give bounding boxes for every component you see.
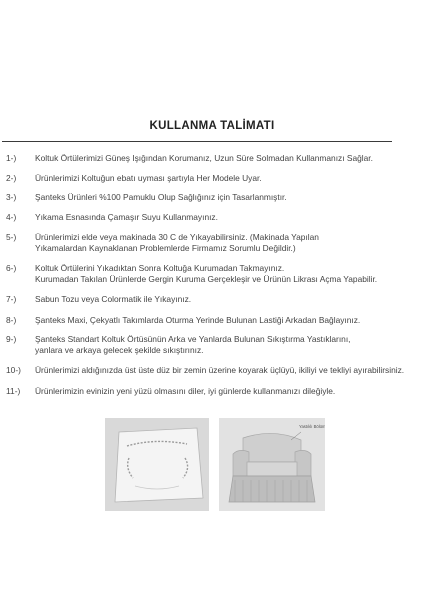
item-text: Ürünlerimizi Koltuğun ebatı uyması şartıyla Her Modele Uyar. [35,173,262,183]
item-text: Şanteks Ürünleri %100 Pamuklu Olup Sağlığınız için Tasarlanmıştır. [35,192,287,202]
item-text: Koltuk Örtülerimizi Güneş Işığından Korumanız, Uzun Süre Solmadan Kullanmanızı Sağlar. [35,153,373,163]
armchair-panel [219,418,325,511]
sofa-cover-illustration-graphic [105,418,325,511]
sofa-cover-illustration [105,418,325,511]
page-title: KULLANMA TALİMATI [149,120,275,132]
item-text: Ürünlerimizi elde veya makinada 30 C de Yıkayabilirsiniz. (Makinada Yapılan Yıkamalardan Kaynaklanan Problemlerde Firmamız Sorumlu Değildir.) [35,232,319,253]
item-number: 5-) [6,232,17,242]
item-text: Ürünlerimizi aldığınızda üst üste düz bir zemin üzerine koyarak üçlüyü, ikiliyi ve tekliyi ayırabilirsiniz. [35,365,405,375]
title-divider [2,141,392,142]
item-text: Şanteks Standart Koltuk Örtüsünün Arka ve Yanlarda Bulunan Sıkıştırma Yastıklarını, yanlara ve arkaya gelecek şekilde sıkıştırınız. [35,334,351,355]
item-number: 8-) [6,315,17,325]
item-number: 3-) [6,192,17,202]
item-number: 10-) [6,365,21,375]
item-number: 11-) [6,386,21,396]
item-text: Koltuk Örtülerini Yıkadıktan Sonra Koltuğa Kurumadan Takmayınız. Kurumadan Takılan Ürünlerde Gergin Kuruma Gerçekleşir ve Ürünün Likrası Açma Yapabilir. [35,263,378,284]
flat-cover-panel [105,418,209,511]
item-number: 4-) [6,212,17,222]
item-number: 1-) [6,153,17,163]
item-number: 6-) [6,263,17,273]
item-number: 7-) [6,294,17,304]
item-text: Yıkama Esnasında Çamaşır Suyu Kullanmayınız. [35,212,218,222]
item-text: Şanteks Maxi, Çekyatlı Takımlarda Oturma Yerinde Bulunan Lastiği Arkadan Bağlayınız. [35,315,361,325]
item-number: 2-) [6,173,17,183]
item-text: Sabun Tozu veya Colormatik ile Yıkayınız. [35,294,192,304]
item-text: Ürünlerimizin evinizin yeni yüzü olmasını diler, iyi günlerde kullanmanızı dileğiyle. [35,386,336,396]
item-number: 9-) [6,334,17,344]
cushion-label: Yastıklı Bölüm [299,424,325,429]
